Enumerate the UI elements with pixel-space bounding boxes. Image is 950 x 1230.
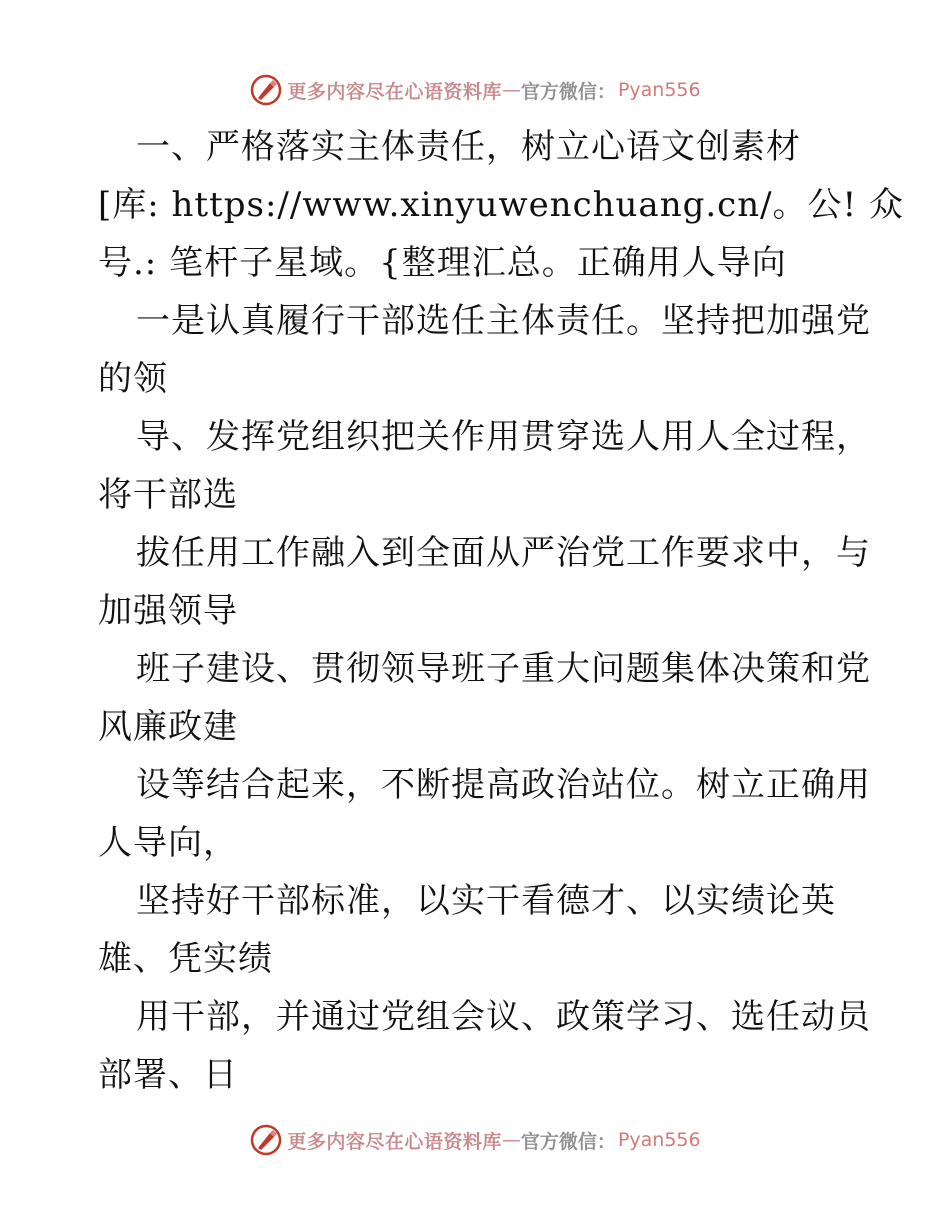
watermark-dash: — [501,1129,521,1151]
pen-nib-circle-icon [249,1123,283,1157]
text-line: 一、严格落实主体责任，树立心语文创素材 [136,127,801,167]
text-line: 部署、日 [98,1055,238,1095]
text-line: 号.: 笔杆子星域。{整理汇总。正确用人导向 [98,243,787,283]
footer-watermark [0,1120,950,1160]
text-line: [库: https://www.xinyuwenchuang.cn/。公! 众 [98,185,905,225]
header-watermark [0,70,950,110]
text-line: 将干部选 [98,475,238,515]
watermark-account-label: 官方微信： [520,1130,616,1153]
text-line: 设等结合起来，不断提高政治站位。树立正确用 [136,765,871,805]
text-line: 班子建设、贯彻领导班子重大问题集体决策和党 [136,649,871,689]
watermark-main-text: 更多内容尽在心语资料库 [287,80,502,103]
text-line: 人导向， [98,823,238,863]
text-line: 风廉政建 [98,707,238,747]
text-line: 一是认真履行干部选任主体责任。坚持把加强党 [136,301,871,341]
document-body [98,118,905,1104]
text-line: 的领 [98,359,168,399]
text-line: 坚持好干部标准，以实干看德才、以实绩论英 [136,881,836,921]
pen-nib-circle-icon [249,73,283,107]
text-line: 雄、凭实绩 [98,939,273,979]
text-line: 加强领导 [98,591,238,631]
watermark-account-id: Pyan556 [617,1129,701,1151]
text-line: 导、发挥党组织把关作用贯穿选人用人全过程， [136,417,871,457]
watermark-account-label: 官方微信： [520,80,616,103]
watermark-account-id: Pyan556 [617,79,701,101]
watermark-main-text: 更多内容尽在心语资料库 [287,1130,502,1153]
watermark-dash: — [501,79,521,101]
text-line: 用干部，并通过党组会议、政策学习、选任动员 [136,997,871,1037]
text-line: 拔任用工作融入到全面从严治党工作要求中，与 [136,533,871,573]
